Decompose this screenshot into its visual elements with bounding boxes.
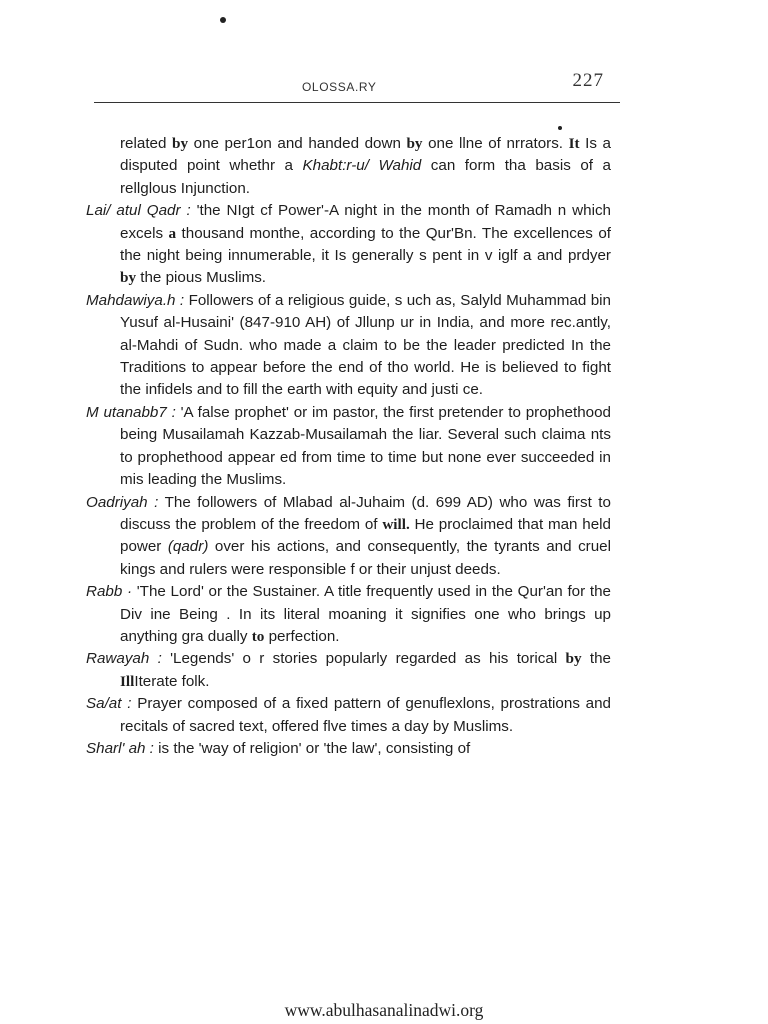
glossary-entry	[86, 693, 611, 738]
definition-text: one per1on and handed down	[188, 135, 407, 152]
definition-text: by	[120, 269, 137, 287]
definition-text: Ill	[120, 672, 135, 690]
definition-text: perfection.	[264, 627, 340, 645]
glossary-term: Mahdawiya.h :	[86, 291, 185, 309]
glossary-term: Rabb ·	[86, 583, 133, 601]
definition-text: Khabt:r-u/ Wahid	[302, 157, 422, 175]
definition-text: 'The Lord' or the Sustainer. A title frequently used in the Qur'an for the Div ine Being . In its literal moaning it signifies one who brings up anything gra dually	[120, 583, 611, 645]
glossary-entry	[86, 492, 611, 582]
page-number: 227	[572, 70, 604, 91]
definition-text: will.	[382, 515, 410, 533]
glossary-term: Rawayah :	[86, 650, 162, 668]
definition-text: over his actions, and consequently, the tyrants and cruel kings and rulers were responsible f or their unjust deeds.	[120, 538, 611, 578]
definition-text: thousand monthe, according to the Qur'Bn. The excellences of the night being innumerable, it Is generally s pent in v iglf a and prdyer	[120, 224, 611, 265]
definition-text: He proclaimed that man held power	[120, 515, 612, 556]
definition-text: Followers of a religious guide, s uch as, Salyld Muhammad bin Yusuf al-Husaini' (847-910 AH) of Jllunp ur in India, and more rec.antly, al-Mahdi of Sudn. who made a claim to be the leader predicted In the Traditions to appear before the end of tho world. He is believed to fight the infidels and to fill the earth with equity and justi ce.	[120, 291, 611, 399]
glossary-entry	[86, 200, 611, 290]
definition-text: is the 'way of religion' or 'the law', consisting of	[158, 739, 471, 757]
stray-dot-top	[220, 17, 226, 23]
glossary-entry	[86, 133, 611, 200]
glossary-entry	[86, 648, 611, 693]
definition-text: It	[568, 135, 580, 152]
definition-text: The followers of Mlabad al-Juhaim (d. 699 AD) who was first to discuss the problem of the freedom of	[120, 493, 611, 533]
definition-text: related	[120, 135, 173, 152]
glossary-term: Oadriyah :	[86, 493, 159, 511]
definition-text: to	[251, 627, 265, 645]
glossary-entry	[86, 290, 611, 402]
footer-url: www.abulhasanalinadwi.org	[284, 1000, 484, 1020]
glossary-entry	[86, 581, 611, 648]
definition-text: can form tha basis of a rellglous Injunction.	[120, 157, 611, 197]
definition-text: Prayer composed of a fixed pattern of genuflexlons, prostrations and recitals of sacred text, offered flve times a day by Muslims.	[120, 695, 611, 735]
definition-text: 'the NIgt cf Power'-A night in the month of Ramadh n which excels	[120, 202, 611, 242]
definition-text: by	[172, 135, 189, 152]
glossary-term: Sharl' ah :	[86, 739, 154, 757]
running-title: OLOSSA.RY	[302, 80, 377, 94]
definition-text: one llne of nrrators.	[422, 135, 569, 152]
stray-dot-text	[558, 126, 562, 130]
definition-text: a	[168, 224, 177, 242]
definition-text: the	[581, 650, 611, 668]
glossary-term: Sa/at :	[86, 695, 132, 713]
glossary-term: M utanabb7 :	[86, 403, 176, 421]
page-header	[94, 72, 620, 103]
definition-text: Iterate folk.	[134, 672, 210, 690]
definition-text: by	[565, 650, 582, 668]
glossary-term: Lai/ atul Qadr :	[86, 202, 191, 220]
definition-text: by	[406, 135, 423, 152]
definition-text: 'Legends' o r stories popularly regarded as his torical	[170, 650, 566, 668]
definition-text: Is a disputed point whethr a	[120, 135, 611, 175]
definition-text: 'A false prophet' or im pastor, the first pretender to prophethood being Musailamah Kazzab-Musailamah the liar. Several such claima nts to prophethood appear ed from time to time but none ever succeeded in mis leading the Muslims.	[120, 403, 611, 489]
glossary-entry	[86, 738, 611, 760]
definition-text: the pious Muslims.	[136, 269, 267, 287]
glossary-entry	[86, 402, 611, 492]
glossary-entries	[86, 133, 611, 760]
definition-text: (qadr)	[167, 538, 209, 556]
